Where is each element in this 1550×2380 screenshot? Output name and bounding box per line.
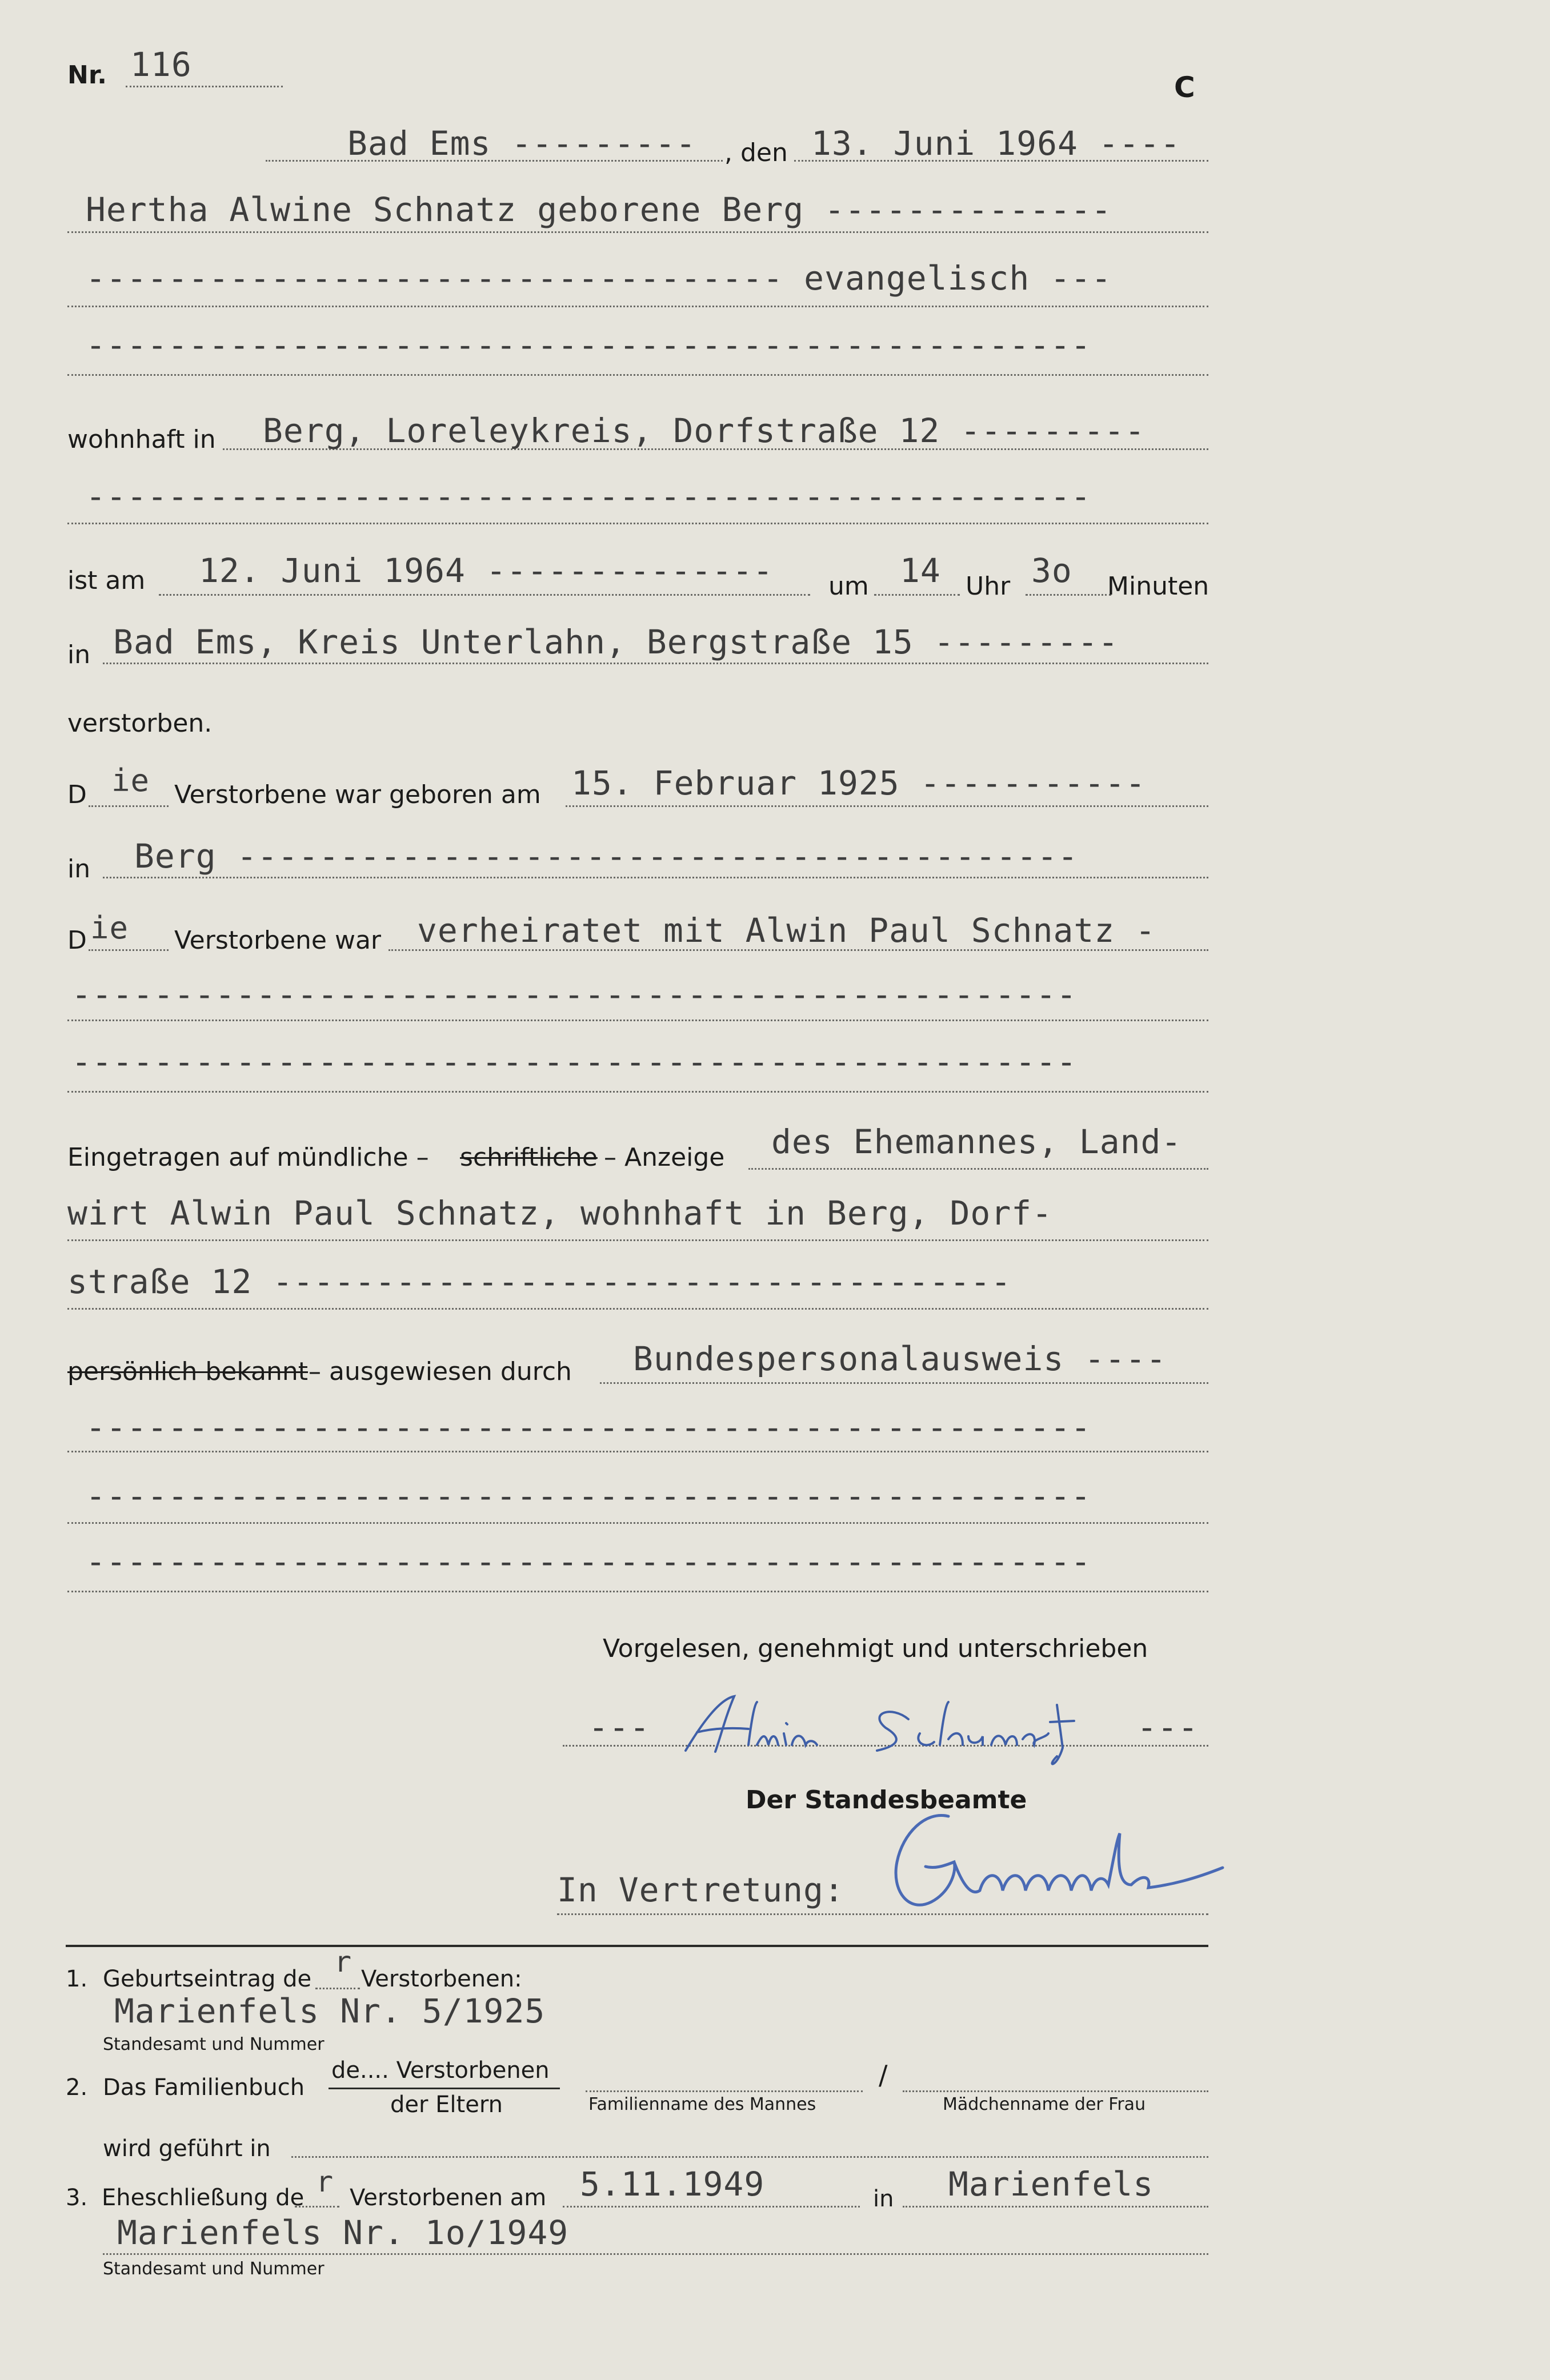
minuten-label: Minuten: [1107, 572, 1209, 601]
birth-gender-suffix: ie: [111, 762, 150, 798]
death-date-underline: [159, 594, 810, 596]
representation-label: In Vertretung:: [557, 1871, 844, 1909]
note-2-fraction-line: [329, 2088, 560, 2089]
person-filler-line: -------------------------------------------------: [86, 326, 1092, 364]
note-3-text-a: Eheschließung de: [102, 2185, 305, 2211]
note-2-slash: /: [879, 2060, 888, 2090]
identification-label: – ausgewiesen durch: [309, 1357, 572, 1386]
marital-filler-2: -------------------------------------------------: [71, 1042, 1078, 1081]
report-line-2: wirt Alwin Paul Schnatz, wohnhaft in Berg, Dorf-: [67, 1194, 1053, 1233]
birth-date-underline: [566, 805, 1208, 807]
person-filler-underline: [67, 374, 1208, 376]
marital-gender-suffix: ie: [90, 910, 129, 946]
informant-signature: [680, 1688, 1126, 1773]
note-2-husband-underline: [586, 2090, 863, 2092]
marital-filler-1-underline: [67, 1020, 1208, 1021]
death-minutes: 3o: [1031, 551, 1072, 590]
note-3-value-underline: [103, 2253, 1208, 2255]
death-place: Bad Ems, Kreis Unterlahn, Bergstraße 15 ---------: [113, 623, 1119, 661]
signature-dash-right: ---: [1137, 1708, 1199, 1747]
report-line-3: straße 12 ------------------------------------: [67, 1262, 1012, 1301]
birth-suffix-underline: [89, 805, 169, 807]
marital-label: Verstorbene war: [174, 926, 382, 955]
residence-label: wohnhaft in: [67, 425, 216, 454]
note-1-number: 1.: [66, 1966, 88, 1992]
note-3-fill: r: [316, 2165, 334, 2198]
birth-place-underline: [103, 877, 1208, 878]
note-3-date-underline: [563, 2206, 860, 2208]
note-3-fill-underline: [295, 2206, 339, 2208]
note-2-number: 2.: [66, 2074, 88, 2101]
identification-filler-1: -------------------------------------------------: [86, 1408, 1092, 1447]
death-place-label: in: [67, 640, 91, 669]
death-date-label: ist am: [67, 566, 146, 595]
note-2-kept-underline: [291, 2156, 1208, 2158]
um-label: um: [828, 572, 869, 601]
den-label: , den: [724, 138, 788, 167]
residence-value: Berg, Loreleykreis, Dorfstraße 12 ---------: [263, 411, 1146, 450]
nr-value: 116: [130, 45, 192, 84]
note-3-text-b: Verstorbenen am: [350, 2185, 547, 2211]
identification-value: Bundespersonalausweis ----: [633, 1339, 1167, 1378]
birth-place: Berg -----------------------------------------: [134, 837, 1079, 876]
death-hour: 14: [900, 551, 941, 590]
register-letter: C: [1174, 71, 1195, 104]
marital-suffix-underline: [89, 949, 169, 951]
note-2-wife-caption: Mädchenname der Frau: [943, 2094, 1146, 2114]
nr-label: Nr.: [67, 61, 107, 90]
report-line-1-underline: [748, 1168, 1208, 1170]
note-1-fill-underline: [315, 1988, 360, 1989]
note-3-place: Marienfels: [948, 2165, 1154, 2204]
signature-dash-left: ---: [588, 1708, 650, 1747]
official-signature-icon: [863, 1799, 1228, 1925]
notes-separator: [66, 1945, 1208, 1947]
religion-underline: [67, 306, 1208, 307]
marital-value: verheiratet mit Alwin Paul Schnatz -: [417, 911, 1156, 950]
report-label-a: Eingetragen auf mündliche –: [67, 1143, 429, 1172]
identification-filler-2: -------------------------------------------------: [86, 1476, 1092, 1515]
report-line-3-underline: [67, 1308, 1208, 1310]
identification-filler-1-underline: [67, 1451, 1208, 1452]
birth-prefix: D: [67, 780, 87, 809]
note-2-husband-caption: Familienname des Mannes: [588, 2094, 816, 2114]
read-approved-label: Vorgelesen, genehmigt und unterschrieben: [603, 1634, 1148, 1663]
report-line-1: des Ehemannes, Land-: [771, 1122, 1182, 1161]
death-place-underline: [103, 663, 1208, 664]
note-3-number: 3.: [66, 2185, 88, 2211]
verstorben-label: verstorben.: [67, 709, 213, 738]
nr-underline: [126, 86, 283, 87]
note-2-text: Das Familienbuch: [103, 2074, 305, 2101]
note-1-fill: r: [334, 1945, 353, 1978]
note-2-wife-underline: [903, 2090, 1208, 2092]
marital-filler-2-underline: [67, 1091, 1208, 1093]
report-label-b: – Anzeige: [604, 1143, 725, 1172]
note-3-in-label: in: [873, 2186, 894, 2212]
note-1-caption: Standesamt und Nummer: [103, 2034, 325, 2054]
place-value: Bad Ems ---------: [347, 124, 696, 163]
hour-underline: [874, 594, 960, 596]
residence-filler-underline: [67, 523, 1208, 524]
note-1-value: Marienfels Nr. 5/1925: [114, 1992, 546, 2030]
note-2-top-option: de.... Verstorbenen: [331, 2057, 550, 2084]
note-1-text-a: Geburtseintrag de: [103, 1966, 312, 1992]
minutes-underline: [1026, 594, 1111, 596]
birth-label: Verstorbene war geboren am: [174, 780, 541, 809]
report-line-2-underline: [67, 1239, 1208, 1241]
identification-filler-3: -------------------------------------------------: [86, 1542, 1092, 1581]
note-2-kept-label: wird geführt in: [103, 2136, 271, 2162]
birth-place-label: in: [67, 854, 91, 884]
official-label: Der Standesbeamte: [746, 1785, 1027, 1815]
death-date: 12. Juni 1964 --------------: [199, 551, 774, 590]
birth-date: 15. Februar 1925 -----------: [571, 764, 1146, 802]
note-3-value: Marienfels Nr. 1o/1949: [117, 2213, 569, 2252]
identification-underline: [600, 1382, 1208, 1384]
note-3-caption: Standesamt und Nummer: [103, 2259, 325, 2279]
note-3-date: 5.11.1949: [580, 2165, 765, 2204]
identification-label-struck: persönlich bekannt: [67, 1357, 309, 1386]
note-1-text-b: Verstorbenen:: [361, 1966, 522, 1992]
record-date: 13. Juni 1964 ----: [811, 124, 1181, 163]
marital-prefix: D: [67, 926, 87, 955]
marital-filler-1: -------------------------------------------------: [71, 975, 1078, 1014]
deceased-name: Hertha Alwine Schnatz geborene Berg --------------: [86, 190, 1112, 229]
residence-filler: -------------------------------------------------: [86, 477, 1092, 516]
religion-line: ---------------------------------- evangelisch ---: [86, 259, 1112, 298]
identification-filler-3-underline: [67, 1591, 1208, 1592]
name-underline: [67, 231, 1208, 233]
report-label-struck: schriftliche: [460, 1143, 598, 1172]
note-3-place-underline: [903, 2206, 1208, 2208]
note-2-bottom-option: der Eltern: [390, 2092, 503, 2118]
uhr-label: Uhr: [966, 572, 1011, 601]
identification-filler-2-underline: [67, 1522, 1208, 1524]
